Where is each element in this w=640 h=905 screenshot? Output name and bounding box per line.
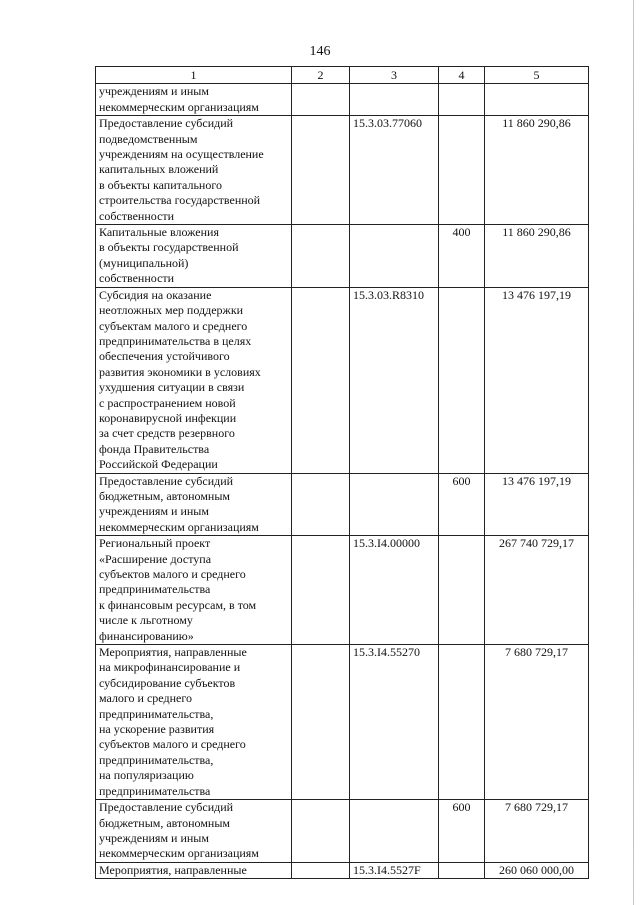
table-row [96,536,589,645]
row-col2-cell [292,225,350,288]
row-code-cell: 15.3.I4.5527F [350,862,439,878]
row-code-cell: 15.3.I4.00000 [350,536,439,645]
row-expense-type-cell [439,116,485,225]
row-amount-cell: 7 680 729,17 [485,800,589,863]
row-name-cell: Субсидия на оказание неотложных мер поддержки субъектам малого и среднего предпринимательства в целях обеспечения устойчивого развития экономики в условиях ухудшения ситуации в связи с распространением новой коронавирусной инфекции за счет средств резервного фонда Правительства Российской Федерации [96,287,292,473]
row-name-cell: Мероприятия, направленные на микрофинансирование и субсидирование субъектов малого и среднего предпринимательства, на ускорение развития субъектов малого и среднего предпринимательства, на популяризацию предпринимательства [96,645,292,800]
row-col2-cell [292,473,350,536]
row-code-cell [350,84,439,116]
column-number: 3 [350,67,439,84]
row-amount-cell [485,84,589,116]
row-expense-type-cell: 600 [439,800,485,863]
row-expense-type-cell: 400 [439,225,485,288]
row-expense-type-cell [439,536,485,645]
row-amount-cell: 11 860 290,86 [485,225,589,288]
column-number: 5 [485,67,589,84]
row-name-cell: Предоставление субсидий подведомственным учреждениям на осуществление капитальных вложений в объекты капитального строительства государственной собственности [96,116,292,225]
row-expense-type-cell [439,862,485,878]
page-number: 146 [309,44,331,59]
row-amount-cell: 7 680 729,17 [485,645,589,800]
table-row [96,473,589,536]
row-col2-cell [292,116,350,225]
row-code-cell: 15.3.03.R8310 [350,287,439,473]
row-col2-cell [292,84,350,116]
table-body [96,84,589,879]
row-amount-cell: 13 476 197,19 [485,287,589,473]
table-row [96,225,589,288]
column-number-row [96,67,589,84]
row-amount-cell: 11 860 290,86 [485,116,589,225]
row-col2-cell [292,862,350,878]
row-col2-cell [292,536,350,645]
column-number: 4 [439,67,485,84]
row-code-cell: 15.3.I4.55270 [350,645,439,800]
row-col2-cell [292,287,350,473]
row-col2-cell [292,800,350,863]
row-name-cell: учреждениям и иным некоммерческим организациям [96,84,292,116]
row-code-cell: 15.3.03.77060 [350,116,439,225]
table-row [96,287,589,473]
row-amount-cell: 260 060 000,00 [485,862,589,878]
table-row [96,645,589,800]
row-code-cell [350,225,439,288]
row-expense-type-cell: 600 [439,473,485,536]
column-number: 2 [292,67,350,84]
row-name-cell: Предоставление субсидий бюджетным, автономным учреждениям и иным некоммерческим организациям [96,473,292,536]
table-row [96,800,589,863]
row-amount-cell: 267 740 729,17 [485,536,589,645]
row-name-cell: Предоставление субсидий бюджетным, автономным учреждениям и иным некоммерческим организациям [96,800,292,863]
row-code-cell [350,800,439,863]
row-code-cell [350,473,439,536]
row-name-cell: Мероприятия, направленные [96,862,292,878]
scan-edge-shadow [633,0,634,905]
row-name-cell: Капитальные вложения в объекты государственной (муниципальной) собственности [96,225,292,288]
table-row [96,862,589,878]
budget-table [95,66,589,879]
row-col2-cell [292,645,350,800]
row-expense-type-cell [439,84,485,116]
table-row [96,84,589,116]
row-expense-type-cell [439,645,485,800]
column-number: 1 [96,67,292,84]
row-amount-cell: 13 476 197,19 [485,473,589,536]
row-expense-type-cell [439,287,485,473]
table-row [96,116,589,225]
row-name-cell: Региональный проект «Расширение доступа субъектов малого и среднего предпринимательства к финансовым ресурсам, в том числе к льготному финансированию» [96,536,292,645]
